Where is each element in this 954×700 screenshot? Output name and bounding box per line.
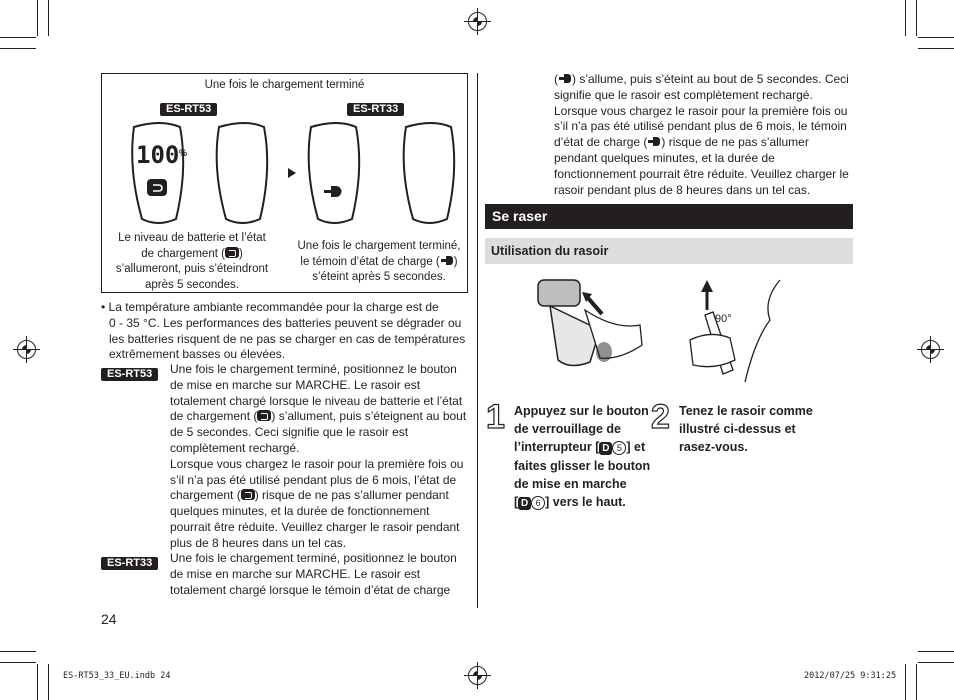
crop-mark bbox=[918, 662, 954, 663]
crop-mark bbox=[0, 662, 36, 663]
percent-sign: % bbox=[179, 148, 188, 158]
footer-timestamp: 2012/07/25 9:31:25 bbox=[804, 671, 897, 681]
crop-mark bbox=[0, 48, 36, 49]
rt53-instructions: Une fois le chargement terminé, positionnez le bouton de mise en marche sur MARCHE. Le rasoir est totalement chargé lorsque le niveau de batterie et l’état de chargement ( ) s’allument, puis s’éteignent au bout de 5 secondes. Ceci signifie que le rasoir est complètement rechargé. Lorsque vous chargez le rasoir pour la première fois ou s’il n’a pas été utilisé pendant plus de 6 mois, l’état de chargement ( ) risque de ne pas s’allumer pendant quelques minutes, et la durée de fonctionnement pourrait être réduite. Veuillez charger le rasoir pendant plus de 8 heures dans un tel cas. bbox=[170, 362, 467, 550]
charging-status-icon bbox=[147, 179, 167, 196]
crop-mark bbox=[918, 37, 954, 38]
crop-mark bbox=[918, 651, 954, 652]
model-tag-rt33: ES-RT33 bbox=[101, 557, 158, 570]
caption-rt53: Le niveau de batterie et l’état de chargement ( ) s’allumeront, puis s’éteindront après 5 secondes. bbox=[115, 232, 269, 291]
rt33-continuation: ( ) s’allume, puis s’éteint au bout de 5 secondes. Ceci signifie que le rasoir est complètement rechargé. Lorsque vous chargez le rasoir pour la première fois ou s’il n’a pas été utilisé pendant plus de 6 mois, le témoin d’état de charge ( ) risque de ne pas s’allumer pendant quelques minutes, et la durée de fonctionnement pourrait être réduite. Veuillez charger le rasoir pendant plus de 8 heures dans un tel cas. bbox=[554, 72, 849, 197]
crop-mark bbox=[916, 664, 917, 700]
shaver-display-illustration bbox=[116, 119, 456, 229]
rt33-instructions: Une fois le chargement terminé, positionnez le bouton de mise en marche sur MARCHE. Le rasoir est totalement chargé lorsque le témoin d’état de charge bbox=[170, 551, 457, 597]
ref-number: 6 bbox=[531, 496, 545, 510]
subsection-title: Utilisation du rasoir bbox=[485, 238, 853, 264]
registration-mark-icon bbox=[468, 12, 487, 31]
crop-mark bbox=[0, 651, 36, 652]
crop-mark bbox=[48, 664, 49, 700]
shaver-back-rt53-off bbox=[217, 123, 268, 223]
ref-number: 5 bbox=[612, 441, 626, 455]
crop-mark bbox=[37, 0, 38, 36]
model-tag-rt53: ES-RT53 bbox=[101, 368, 158, 381]
figure-ref-d-icon: D bbox=[518, 497, 531, 510]
charge-complete-figure bbox=[101, 73, 468, 293]
step-number: 1 bbox=[486, 398, 505, 436]
section-title: Se raser bbox=[485, 204, 853, 229]
crop-mark bbox=[916, 0, 917, 36]
figure-header: Une fois le chargement terminé bbox=[204, 79, 365, 91]
crop-mark bbox=[0, 37, 36, 38]
arrow-right-icon bbox=[288, 168, 296, 178]
crop-mark bbox=[905, 664, 906, 700]
charge-plug-icon bbox=[440, 255, 454, 266]
registration-mark-icon bbox=[921, 340, 940, 359]
model-tag-rt33: ES-RT33 bbox=[347, 103, 404, 116]
charge-plug-icon bbox=[647, 136, 661, 147]
temperature-note: • La température ambiante recommandée pour la charge est de 0 - 35 °C. Les performances des batteries peuvent se dégrader ou les batteries risquent de ne pas se charger en cas de températures extrêmement basses ou élevées. bbox=[101, 300, 466, 362]
page-number: 24 bbox=[101, 611, 117, 627]
step-2-text: Tenez le rasoir comme illustré ci-dessus et rasez-vous. bbox=[679, 404, 813, 455]
shaver-back-rt33-off bbox=[404, 123, 455, 223]
crop-mark bbox=[37, 664, 38, 700]
model-tag-rt53: ES-RT53 bbox=[160, 103, 217, 116]
shaver-back-rt53-lit bbox=[132, 123, 183, 223]
charge-plug-icon bbox=[324, 190, 331, 193]
figure-ref-d-icon: D bbox=[599, 442, 612, 455]
angle-label: 90° bbox=[715, 313, 732, 325]
charging-status-icon bbox=[257, 410, 271, 421]
shaving-angle-illustration bbox=[685, 270, 805, 385]
registration-mark-icon bbox=[17, 340, 36, 359]
column-divider bbox=[477, 73, 478, 608]
unlock-switch-illustration bbox=[530, 270, 650, 385]
caption-rt33: Une fois le chargement terminé, le témoin d’état de charge ( ) s’éteint après 5 secondes. bbox=[297, 240, 461, 283]
registration-mark-icon bbox=[468, 666, 487, 685]
step-1-text: Appuyez sur le bouton de verrouillage de l’interrupteur [ D 5 ] et faites glisser le bouton de mise en marche [ D 6 ] vers le haut. bbox=[514, 404, 651, 510]
crop-mark bbox=[48, 0, 49, 36]
step-number: 2 bbox=[651, 398, 670, 436]
shaver-back-rt33-lit bbox=[309, 123, 360, 223]
charging-status-icon bbox=[225, 247, 239, 258]
battery-level-readout: 100 bbox=[136, 141, 180, 169]
footer-file-info: ES-RT53_33_EU.indb 24 bbox=[63, 671, 171, 681]
crop-mark bbox=[918, 48, 954, 49]
charging-status-icon bbox=[241, 489, 255, 500]
charge-plug-icon bbox=[558, 73, 572, 84]
crop-mark bbox=[905, 0, 906, 36]
